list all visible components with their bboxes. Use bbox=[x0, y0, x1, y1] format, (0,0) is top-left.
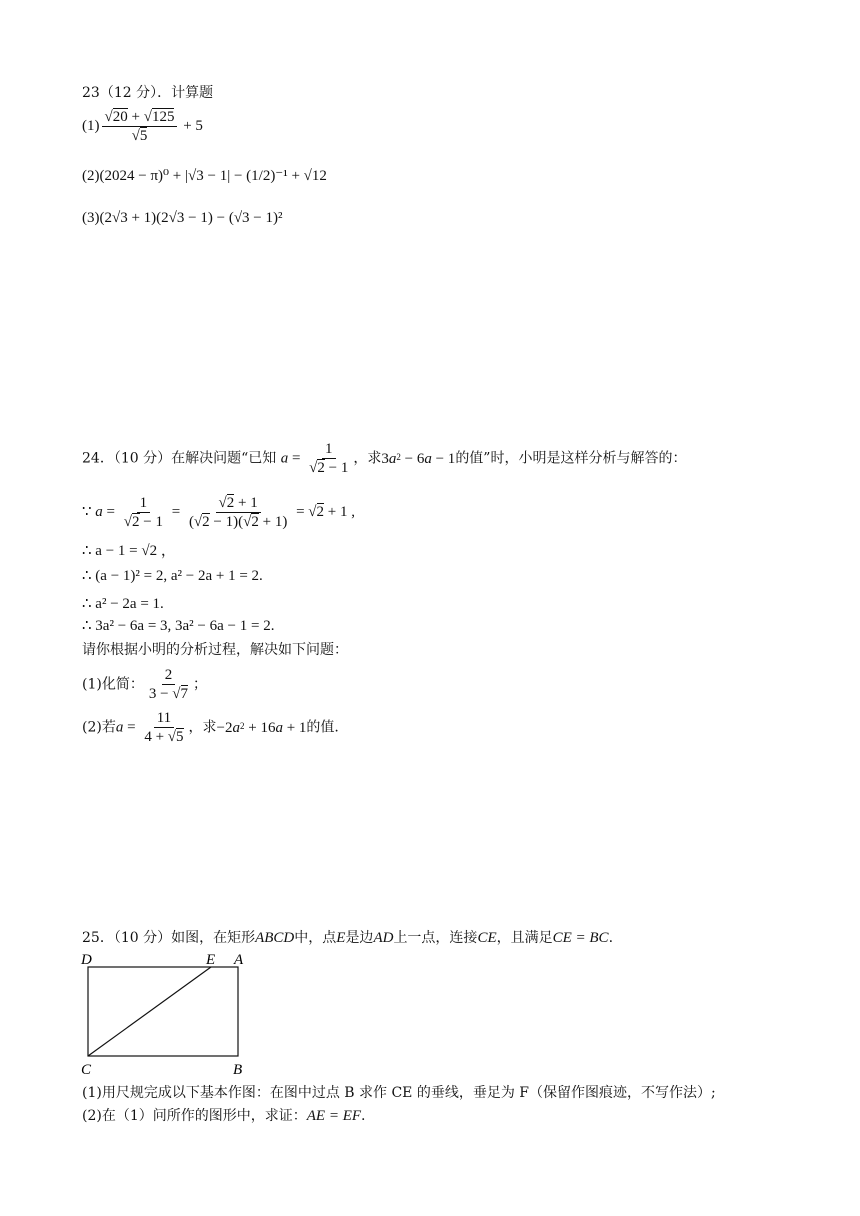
q24-part1-label: (1)化简： bbox=[82, 676, 144, 693]
q25-intro-e: ，且满足 bbox=[496, 930, 553, 946]
q25-part2-c: . bbox=[361, 1108, 366, 1124]
q25-part2 bbox=[82, 1106, 365, 1126]
q24-intro: 24．（10 分）在解决问题“已知 a = $\frac{1}{√2 - 1}$ ，求$3a^2 - 6a - 1$的值”时，小明是这样分析与解答的： bbox=[82, 441, 687, 476]
q23-part1 bbox=[82, 108, 203, 145]
q25-intro-c: 是边 bbox=[345, 930, 374, 946]
q24-part1-tail: ； bbox=[193, 676, 208, 693]
q23-header: 23（12 分）．计算题 bbox=[82, 85, 214, 101]
q23-part3-label: (3) bbox=[82, 210, 100, 226]
q24-part2-label: (2)若 bbox=[82, 719, 116, 736]
q24-intro-c: 的值”时，小明是这样分析与解答的： bbox=[455, 450, 687, 467]
q23-part1-tail: + 5 bbox=[183, 117, 203, 134]
q24-part2-tail: 的值. bbox=[306, 719, 339, 736]
q24-step5: ∴ 3a² − 6a = 3, 3a² − 6a − 1 = 2. bbox=[82, 618, 275, 634]
q24-step2: ∴ a − 1 = √2 ， bbox=[82, 543, 176, 559]
q23-part2-label: (2) bbox=[82, 168, 100, 184]
q25-side-ad: AD bbox=[373, 930, 394, 946]
q25-intro bbox=[82, 928, 613, 948]
q23-part3-expression: (2√3 + 1)(2√3 − 1) − (√3 − 1)² bbox=[99, 210, 283, 226]
q25-rect-name: ABCD bbox=[255, 930, 295, 946]
label-e: E bbox=[206, 952, 216, 968]
q24-step1: ∵ a = $\frac{1}{√2 - 1}$ = $\frac{√2 + 1}{(√2 - 1)(√2 + 1)}$ = √2 + 1 , bbox=[82, 495, 355, 530]
q24-part1-fraction: $\frac{2}{3 - √7}$ bbox=[148, 667, 189, 702]
q24-step4: ∴ a² − 2a = 1. bbox=[82, 596, 164, 612]
q24-step3: ∴ (a − 1)² = 2, a² − 2a + 1 = 2. bbox=[82, 568, 263, 584]
q25-seg-ce: CE bbox=[477, 930, 497, 946]
q25-part2-equation: AE = EF bbox=[306, 1108, 362, 1124]
label-c: C bbox=[81, 1062, 92, 1078]
q25-condition: CE = BC bbox=[552, 930, 609, 946]
q24-given-fraction: $\frac{1}{√2 - 1}$ bbox=[309, 441, 349, 476]
q25-intro-f: . bbox=[608, 930, 614, 946]
rectangle-figure bbox=[78, 950, 258, 1080]
q24-intro-b: ，求 bbox=[353, 450, 382, 467]
q23-part1-label: (1) bbox=[82, 117, 100, 134]
label-b: B bbox=[233, 1062, 243, 1078]
q23-part1-fraction: $\frac{√20 + √125}{√5}$ bbox=[102, 108, 178, 145]
q24-prompt: 请你根据小明的分析过程，解决如下问题： bbox=[82, 642, 348, 658]
q25-intro-a: 25．（10 分）如图，在矩形 bbox=[82, 930, 256, 946]
q24-part1 bbox=[82, 666, 207, 703]
label-d: D bbox=[81, 952, 92, 968]
q24-intro-a: 24．（10 分）在解决问题“已知 bbox=[82, 450, 277, 467]
rectangle-abcd bbox=[88, 967, 238, 1056]
q24-part2-mid: ，求 bbox=[188, 719, 217, 736]
q25-intro-d: 上一点，连接 bbox=[393, 930, 478, 946]
q25-part2-a: (2)在（1）问所作的图形中，求证： bbox=[82, 1108, 307, 1124]
label-a: A bbox=[234, 952, 244, 968]
segment-ce bbox=[88, 967, 211, 1056]
q24-part2: (2)若a = $\frac{11}{4 + √5}$ ，求$-2a^2 + 16a + 1$的值. bbox=[82, 710, 339, 745]
q23-part2-expression: (2024 − π)⁰ + |√3 − 1| − (1/2)⁻¹ + √12 bbox=[99, 168, 327, 184]
q25-point-e: E bbox=[336, 930, 346, 946]
q24-part2-fraction: $\frac{11}{4 + √5}$ bbox=[144, 710, 184, 745]
q23-part3 bbox=[82, 208, 283, 228]
q25-part1: (1)用尺规完成以下基本作图：在图中过点 B 求作 CE 的垂线，垂足为 F（保留作图痕迹，不写作法）; bbox=[82, 1085, 716, 1101]
q25-intro-b: 中，点 bbox=[294, 930, 337, 946]
q23-part2 bbox=[82, 166, 327, 186]
